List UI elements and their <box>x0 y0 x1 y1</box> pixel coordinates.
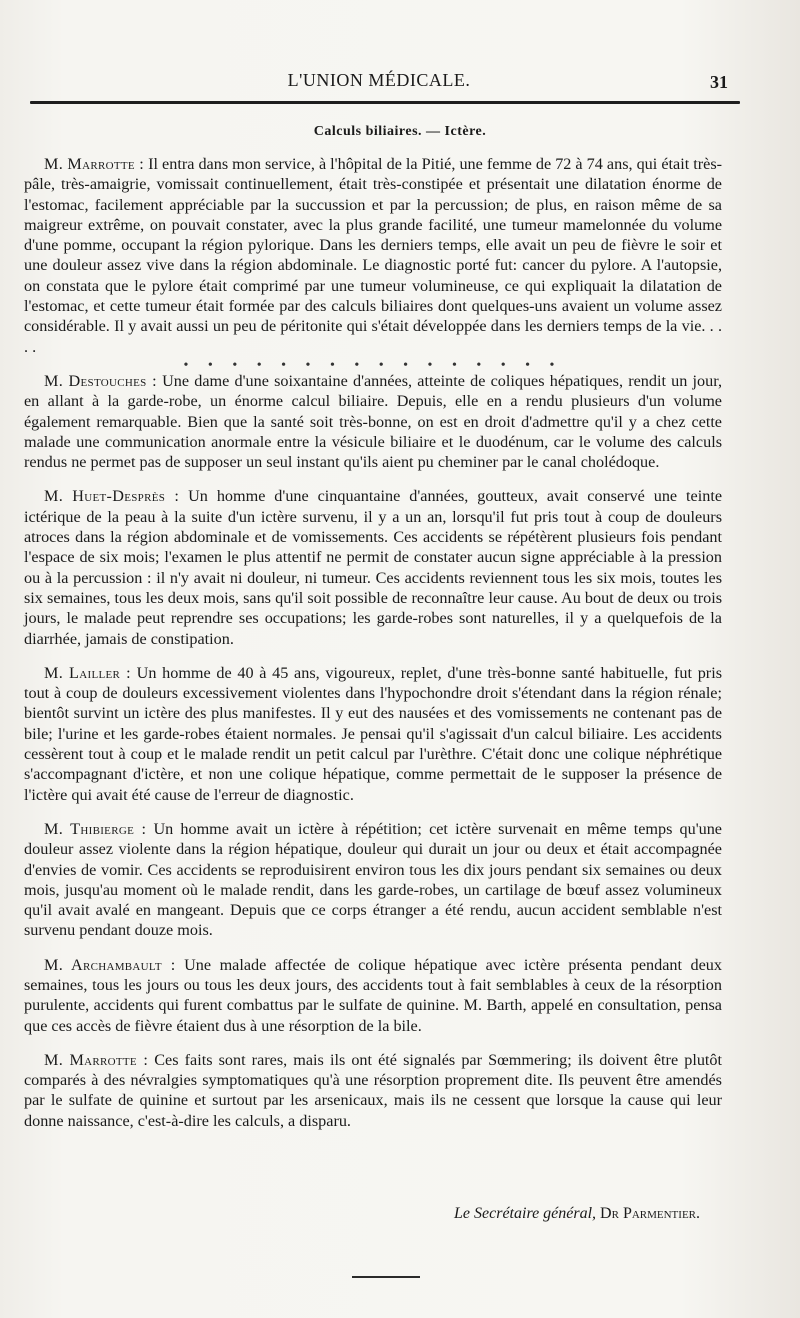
speaker-name: M. Huet-Desprès : <box>44 487 180 506</box>
paragraph-text: Une malade affectée de colique hépatique avec ictère présenta pendant deux semaines, tous les jours ou tous les deux jours, des accidents tout à fait semblables à ceux de la résorption purulente, accidents qui furent combattus par le sulfate de quinine. M. Barth, appelé en consultation, pensa que ces accès de fièvre étaient dus à une résorption de la bile. <box>24 955 722 1035</box>
article-body <box>24 154 722 1131</box>
speaker-name: M. Destouches : <box>44 371 157 390</box>
paragraph-text: Un homme de 40 à 45 ans, vigoureux, replet, d'une très-bonne santé habituelle, fut pris tout à coup de douleurs excessivement violentes dans l'hypochondre droit s'étendant dans la région rénale; bientôt survint un ictère des plus manifestes. Il y eut des nausées et des vomissements ne contenant pas de bile; l'urine et les garde-robes étaient normales. Je pensai qu'il s'agissait d'un calcul biliaire. Les accidents cessèrent tout à coup et le malade rendit un petit calcul par l'urèthre. C'était donc une colique néphrétique s'accompagnant d'ictère, et non une colique hépatique, comme permettait de le supposer la présence de l'ictère qui avait été cause de l'erreur de diagnostic. <box>24 663 722 804</box>
page-header <box>30 70 728 100</box>
header-rule <box>30 101 740 104</box>
page-number: 31 <box>710 72 728 92</box>
signature-name: Dr Parmentier. <box>600 1205 700 1222</box>
paragraph-thibierge <box>24 819 722 941</box>
speaker-name: M. Marrotte : <box>44 1050 149 1069</box>
paragraph-lailler <box>24 663 722 805</box>
paragraph-huet-despres <box>24 486 722 648</box>
paragraph-text: Ces faits sont rares, mais ils ont été signalés par Sœmmering; ils doivent être plutôt comparés à des névralgies symptomatiques qu'à une résorption proprement dite. Ils peuvent être amendés par le sulfate de quinine et surtout par les arsenicaux, mais ils ne cessent que lorsque la cause qui leur donne naissance, c'est-à-dire les calculs, a disparu. <box>24 1050 723 1130</box>
speaker-name: M. Archambault : <box>44 955 176 974</box>
paragraph-text: Un homme d'une cinquantaine d'années, goutteux, avait conservé une teinte ictérique de la peau à la suite d'un ictère survenu, il y a un an, lorsqu'il fut pris tout à coup de douleurs atroces dans la région abdominale et de vomissements. Ces accidents se répétèrent plusieurs fois pendant l'espace de six mois; l'examen le plus attentif ne permit de constater aucun signe appréciable à la pression ou à la percussion : il n'y avait ni douleur, ni tumeur. Ces accidents reviennent tous les six mois, toutes les six semaines, tous les deux mois, sans qu'il soit possible de reconnaître leur cause. Au bout de deux ou trois jours, le malade peut reprendre ses occupations; les garde-robes sont naturelles, il y a quelquefois de la diarrhée, jamais de constipation. <box>24 487 722 648</box>
section-title: Calculs biliaires. — Ictère. <box>313 124 487 139</box>
signature-title: Le Secrétaire général, <box>454 1205 597 1222</box>
speaker-name: M. Lailler : <box>44 663 131 682</box>
paragraph-text: Une dame d'une soixantaine d'années, atteinte de coliques hépatiques, rendit un jour, en allant à la garde-robe, un énorme calcul biliaire. Depuis, elle en a rendu plusieurs d'un volume également remarquable. Bien que la santé soit très-bonne, on est en droit d'admettre qu'il y a chez cette malade une communication anormale entre la vésicule biliaire et le duodénum, car le volume des calculs rendus ne permet pas de supposer un seul instant qu'ils aient pu cheminer par le canal cholédoque. <box>24 371 722 472</box>
paragraph-marrotte-1 <box>24 154 722 357</box>
paragraph-destouches <box>24 371 722 472</box>
paragraph-text: Il entra dans mon service, à l'hôpital de la Pitié, une femme de 72 à 74 ans, qui était très-pâle, très-amaigrie, vomissait continuellement, était très-constipée et présentait une dilatation énorme de l'estomac, facilement appréciable par la succussion et par la percussion; de plus, en raison même de sa maigreur extrême, on pouvait constater, avec la plus grande facilité, une tumeur mamelonnée du volume d'une pomme, occupant la région pylorique. Dans les derniers temps, elle avait un peu de fièvre le soir et une douleur assez vive dans la région abdominale. Le diagnostic porté fut: cancer du pylore. A l'autopsie, on constata que le pylore était comprimé par une tumeur volumineuse, ce qui expliquait la dilatation de l'estomac, et cette tumeur était formée par des calculs biliaires dont quelques-uns avaient un volume assez considérable. Il y avait aussi un peu de péritonite qui s'était développée dans les derniers temps de la vie. . . . . <box>24 155 723 356</box>
signature <box>454 1205 700 1223</box>
paragraph-archambault <box>24 955 722 1036</box>
speaker-name: M. Thibierge : <box>44 819 147 838</box>
running-head: L'UNION MÉDICALE. <box>287 70 471 90</box>
speaker-name: M. Marrotte : <box>44 155 145 173</box>
ellipsis-dots: • • • • • • • • • • • • • • • • <box>183 357 563 373</box>
paragraph-text: Un homme avait un ictère à répétition; cet ictère survenait en même temps qu'une douleur assez violente dans la région hépatique, douleur qui durait un jour ou deux et était accompagnée d'envies de vomir. Ces accidents se reproduisirent environ tous les dix jours pendant six semaines ou deux mois, jusqu'au moment où le malade rendit, dans les garde-robes, un cartilage de bœuf assez volumineux qu'il avait avalé en mangeant. Depuis que ce corps étranger a été rendu, aucun accident semblable n'est survenu pendant douze mois. <box>24 819 722 940</box>
paragraph-marrotte-2 <box>24 1050 722 1131</box>
end-rule <box>352 1276 420 1278</box>
